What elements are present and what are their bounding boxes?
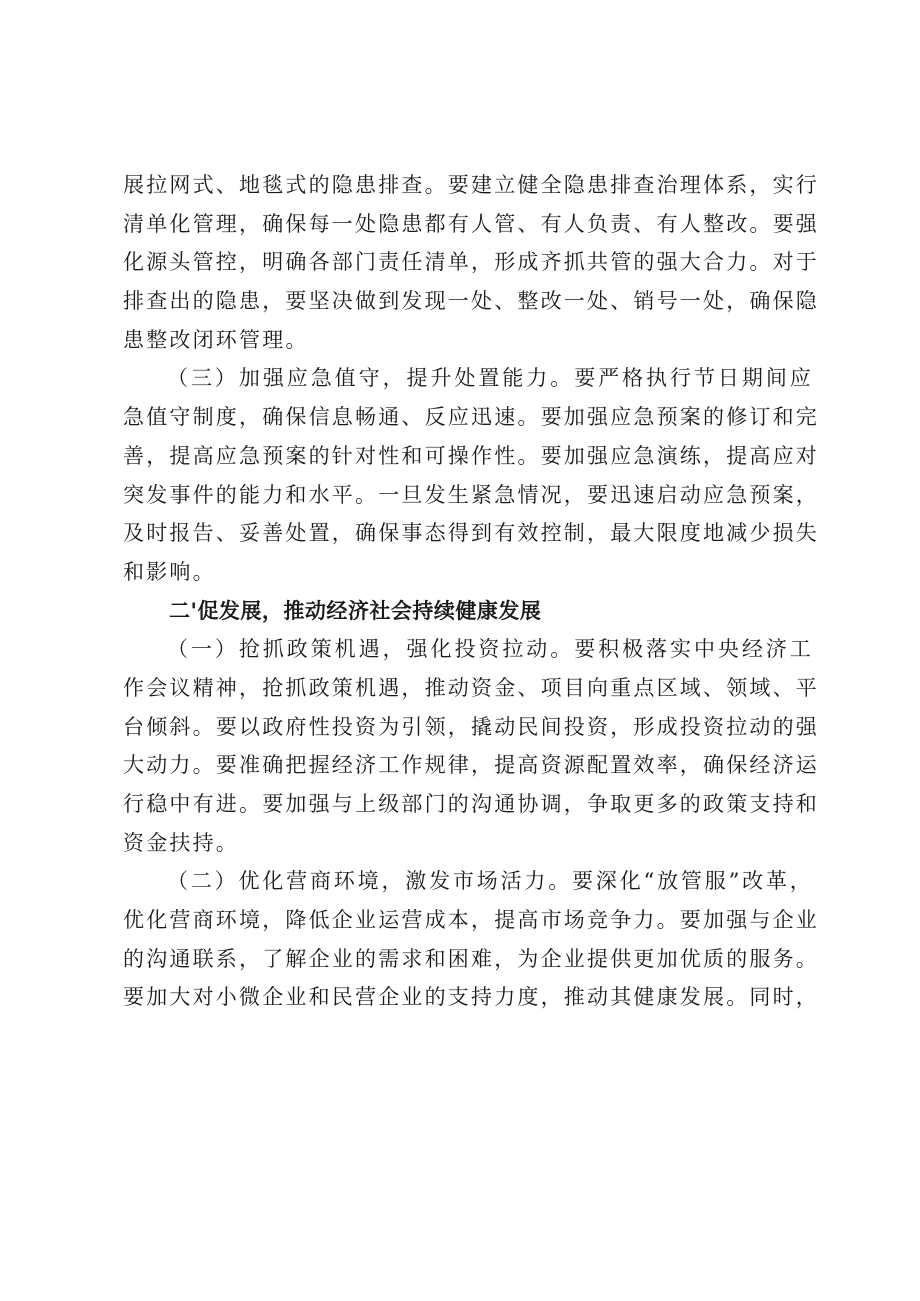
body-line: 患整改闭环管理。 (123, 327, 309, 352)
body-line: 排查出的隐患，要坚决做到发现一处、整改一处、销号一处，确保隐 (123, 289, 819, 314)
body-line: 突发事件的能力和水平。一旦发生紧急情况，要迅速启动应急预案， (123, 482, 819, 507)
paragraph-first-line: （一）抢抓政策机遇，强化投资拉动。要积极落实中央经济工 (167, 637, 813, 662)
body-line: 优化营商环境，降低企业运营成本，提高市场竞争力。要加强与企业 (123, 908, 819, 933)
body-line: 和影响。 (123, 559, 216, 584)
body-line: 清单化管理，确保每一处隐患都有人管、有人负责、有人整改。要强 (123, 211, 819, 236)
body-line: 化源头管控，明确各部门责任清单，形成齐抓共管的强大合力。对于 (123, 250, 819, 275)
document-body (123, 166, 819, 1017)
body-line: 急值守制度，确保信息畅通、反应迅速。要加强应急预案的修订和完 (123, 405, 819, 430)
paragraph-first-line: （二）优化营商环境，激发市场活力。要深化“放管服”改革， (167, 869, 813, 894)
body-line: 要加大对小微企业和民营企业的支持力度，推动其健康发展。同时， (123, 985, 819, 1010)
body-line: 作会议精神，抢抓政策机遇，推动资金、项目向重点区域、领域、平 (123, 675, 819, 700)
body-line: 展拉网式、地毯式的隐患排查。要建立健全隐患排查治理体系，实行 (123, 173, 819, 197)
body-line: 善，提高应急预案的针对性和可操作性。要加强应急演练，提高应对 (123, 443, 819, 468)
paragraph-first-line: （三）加强应急值守，提升处置能力。要严格执行节日期间应 (167, 366, 813, 391)
body-line: 及时报告、妥善处置，确保事态得到有效控制，最大限度地减少损失 (123, 521, 819, 546)
body-line: 资金扶持。 (123, 830, 239, 855)
body-line: 的沟通联系，了解企业的需求和困难，为企业提供更加优质的服务。 (123, 946, 819, 971)
body-line: 行稳中有进。要加强与上级部门的沟通协调，争取更多的政策支持和 (123, 792, 819, 816)
section-heading: 二'促发展，推动经济社会持续健康发展 (169, 598, 542, 623)
body-line: 台倾斜。要以政府性投资为引领，撬动民间投资，形成投资拉动的强 (123, 714, 819, 739)
body-line: 大动力。要准确把握经济工作规律，提高资源配置效率，确保经济运 (123, 753, 819, 778)
